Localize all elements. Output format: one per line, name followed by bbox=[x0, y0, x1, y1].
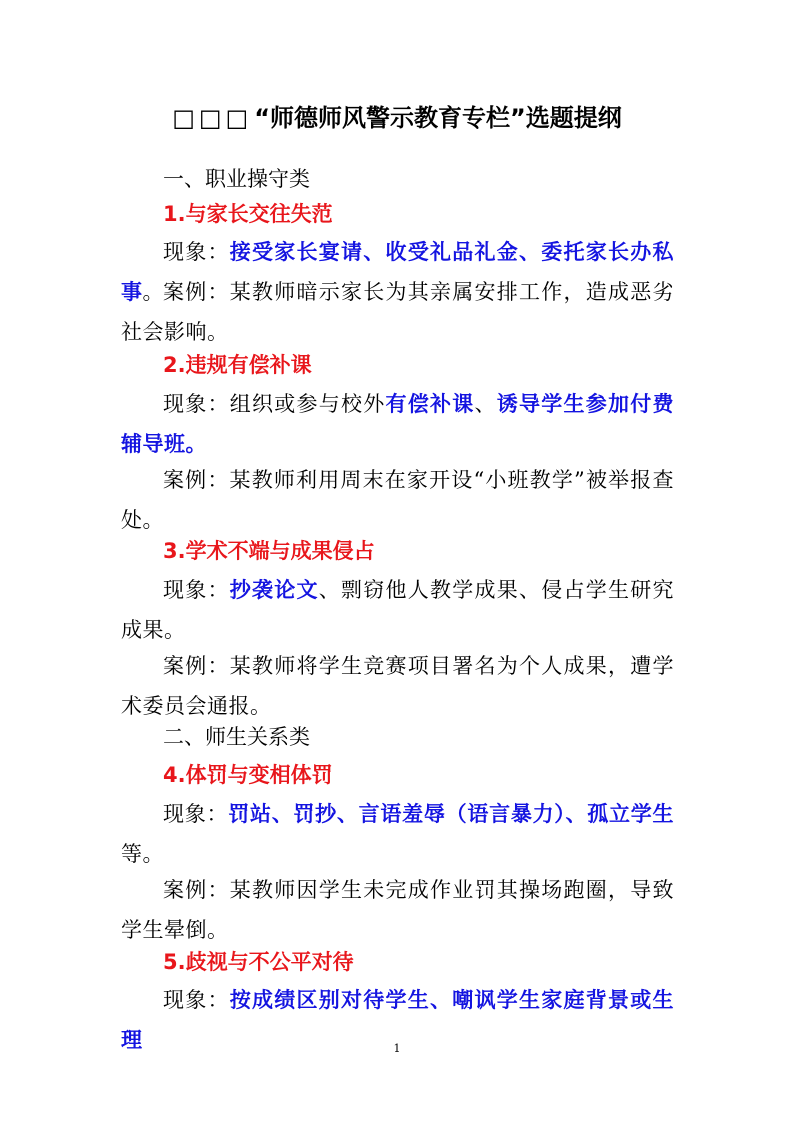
phenomenon-label: 现象： bbox=[163, 240, 230, 264]
phenomenon-end: 。 bbox=[142, 280, 164, 304]
phenomenon-highlight-2: 诱导学生参加付费辅导班。 bbox=[121, 392, 674, 456]
phenomenon-highlight: 按成绩区别对待学生、嘲讽学生家庭背景或生理 bbox=[121, 988, 674, 1052]
item-5-phenomenon bbox=[121, 980, 674, 1052]
item-title-4: 4.体罚与变相体罚 bbox=[163, 763, 333, 787]
phenomenon-highlight: 抄袭论文 bbox=[229, 578, 319, 602]
section-heading-1: 一、职业操守类 bbox=[163, 167, 310, 191]
title-text: “师德师风警示教育专栏”选题提纲 bbox=[254, 104, 622, 132]
item-2-phenomenon bbox=[121, 384, 674, 464]
item-title-5: 5.歧视与不公平对待 bbox=[163, 950, 354, 974]
item-title-2: 2.违规有偿补课 bbox=[163, 353, 312, 377]
item-title-1: 1.与家长交往失范 bbox=[163, 202, 333, 226]
phenomenon-label: 现象： bbox=[163, 802, 229, 826]
phenomenon-label: 现象： bbox=[163, 578, 230, 602]
phenomenon-highlight: 接受家长宴请、收受礼品礼金、委托家长办私事 bbox=[121, 240, 674, 304]
item-1-case: 案例：某教师暗示家长为其亲属安排工作，造成恶劣社会影响。 bbox=[121, 280, 674, 344]
phenomenon-label: 现象： bbox=[163, 988, 230, 1012]
item-3-case: 案例：某教师将学生竞赛项目署名为个人成果，遭学术委员会通报。 bbox=[121, 654, 674, 718]
phenomenon-separator: 、 bbox=[474, 392, 497, 416]
section-heading-2: 二、师生关系类 bbox=[163, 725, 310, 749]
item-4-case: 案例：某教师因学生未完成作业罚其操场跑圈，导致学生晕倒。 bbox=[121, 878, 674, 942]
phenomenon-highlight-1: 有偿补课 bbox=[385, 392, 475, 416]
item-title-3: 3.学术不端与成果侵占 bbox=[163, 539, 375, 563]
item-4-phenomenon bbox=[121, 794, 674, 874]
page-number: 1 bbox=[393, 1042, 401, 1055]
phenomenon-label: 现象：组织或参与校外 bbox=[163, 392, 386, 416]
page-title bbox=[0, 100, 794, 136]
item-2-case: 案例：某教师利用周末在家开设“小班教学”被举报查处。 bbox=[121, 468, 674, 532]
phenomenon-end: 等。 bbox=[121, 842, 164, 866]
item-3-phenomenon bbox=[121, 570, 674, 650]
title-placeholder-boxes: □□□ bbox=[172, 104, 253, 132]
phenomenon-highlight: 罚站、罚抄、言语羞辱（语言暴力）、孤立学生 bbox=[228, 802, 674, 826]
phenomenon-rest: 、剽窃他人教学成果、侵占学生研究成果。 bbox=[121, 578, 674, 642]
